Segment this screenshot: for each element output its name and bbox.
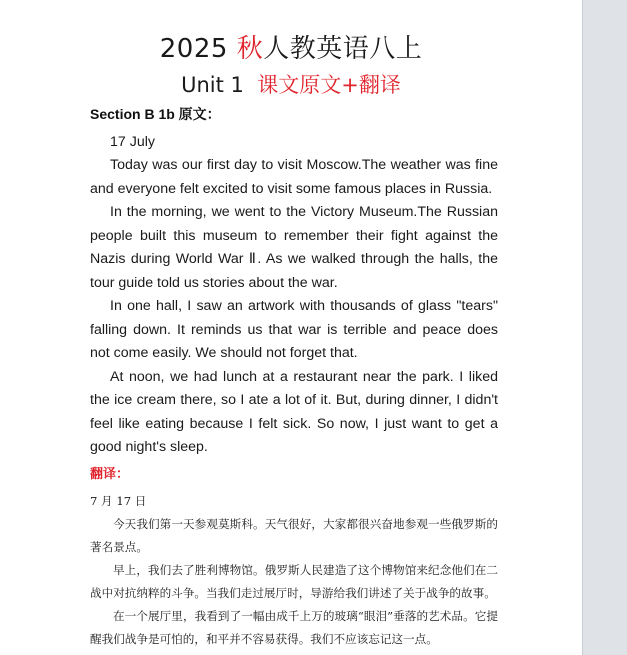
chinese-date: 7 月 17 日 [90, 494, 147, 508]
english-date: 17 July [110, 134, 155, 150]
document-subtitle [0, 69, 582, 99]
english-text [90, 154, 498, 460]
english-paragraph: In one hall, I saw an artwork with thousands of glass "tears" falling down. It reminds us that war is terrible and peace does not come easily. We should not forget that. [90, 298, 498, 361]
translation-heading: 翻译： [90, 466, 130, 481]
title-season: 秋 [236, 34, 264, 64]
chinese-text [90, 513, 498, 651]
document-title [0, 28, 582, 65]
chinese-paragraph: 今天我们第一天参观莫斯科。天气很好，大家都很兴奋地参观一些俄罗斯的著名景点。 [90, 517, 498, 554]
chinese-paragraph: 在一个展厅里，我看到了一幅由成千上万的玻璃“眼泪”垂落的艺术品。它提醒我们战争是可怕的，和平并不容易获得。我们不应该忘记这一点。 [90, 609, 498, 646]
title-rest: 人教英语八上 [263, 34, 423, 64]
english-paragraph: At noon, we had lunch at a restaurant near the park. I liked the ice cream there, so I ate a lot of it. But, during dinner, I didn't feel like eating because I felt sick. So now, I just want to get a good night's sleep. [90, 368, 498, 455]
title-year: 2025 [159, 34, 228, 64]
subtitle-rest: 课文原文+翻译 [257, 73, 401, 97]
section-heading: Section B 1b 原文： [90, 106, 221, 122]
english-paragraph: In the morning, we went to the Victory Museum.The Russian people built this museum to remember their fight against the Nazis during World War Ⅱ. As we walked through the halls, the tour guide told us stories about the war. [90, 204, 498, 291]
english-paragraph: Today was our first day to visit Moscow.The weather was fine and everyone felt excited to visit some famous places in Russia. [90, 157, 498, 197]
chinese-paragraph: 早上，我们去了胜利博物馆。俄罗斯人民建造了这个博物馆来纪念他们在二战中对抗纳粹的斗争。当我们走过展厅时，导游给我们讲述了关于战争的故事。 [90, 563, 498, 600]
subtitle-unit: Unit 1 [181, 73, 244, 97]
